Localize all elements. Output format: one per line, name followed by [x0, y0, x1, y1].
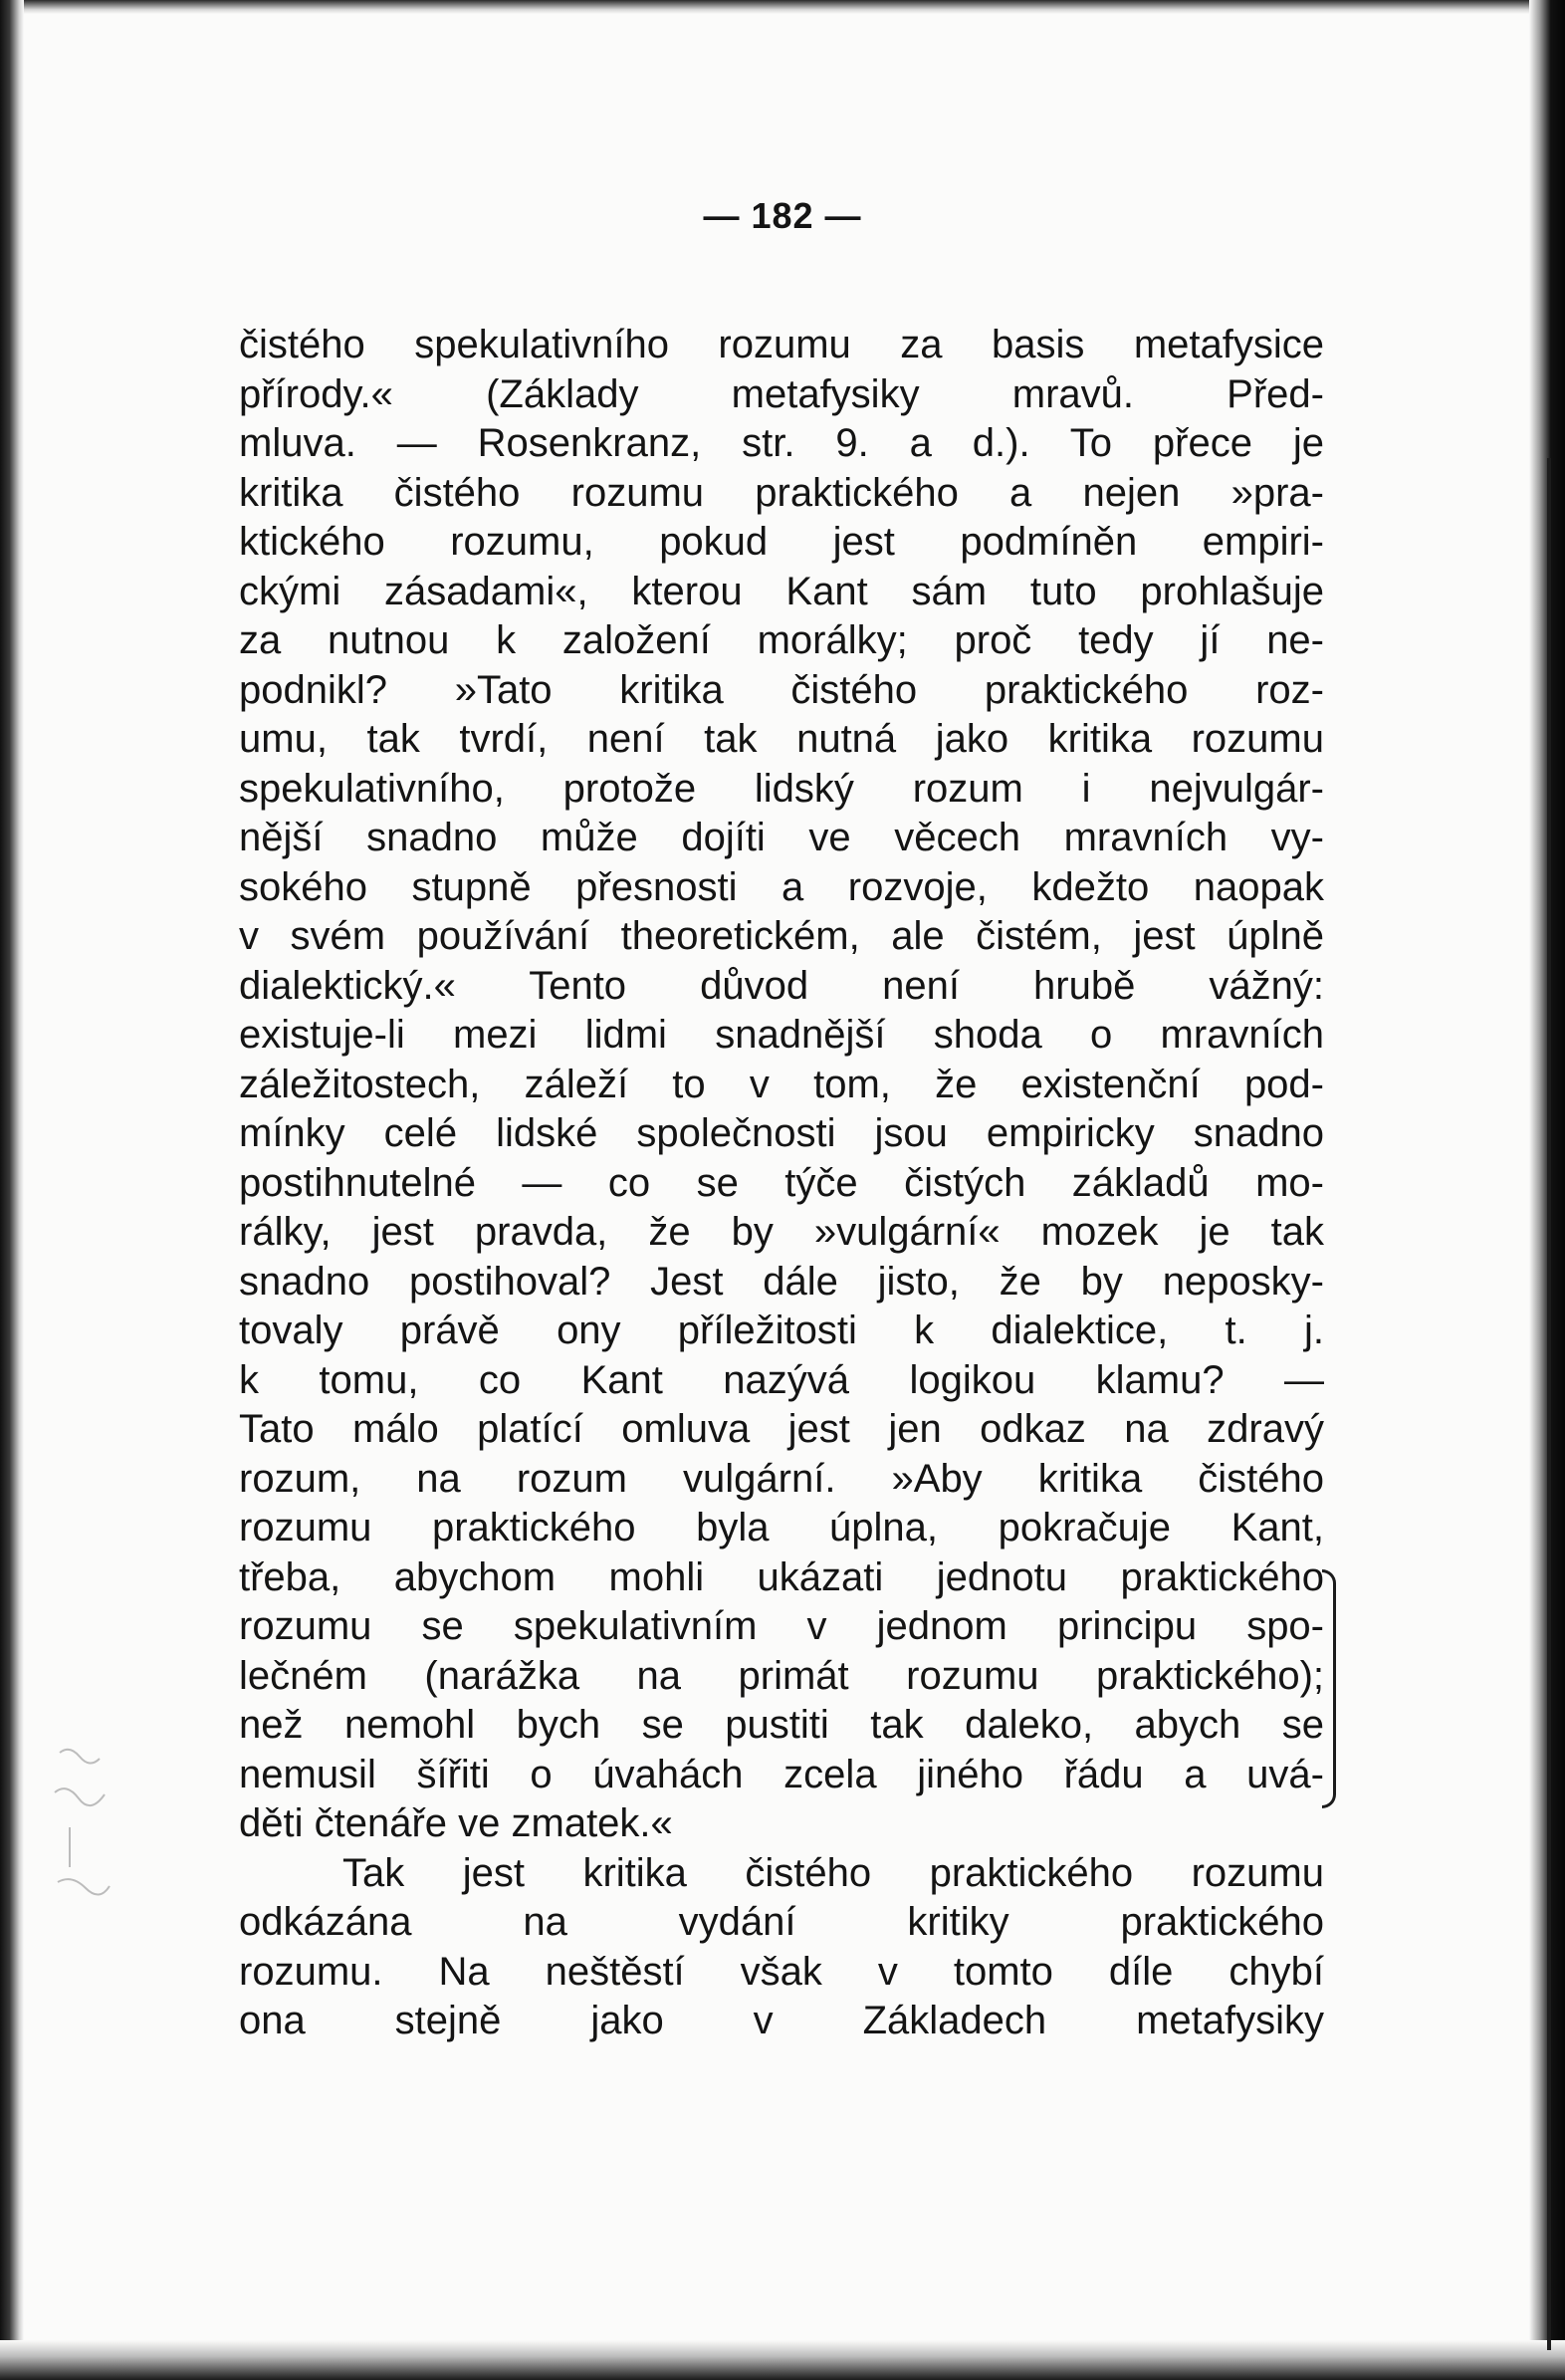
- text-line: k tomu, co Kant nazývá logikou klamu? —: [239, 1357, 1324, 1402]
- text-line: kritika čistého rozumu praktického a nejen »pra-: [239, 470, 1324, 515]
- text-line: sokého stupně přesnosti a rozvoje, kdežto naopak: [239, 864, 1324, 909]
- text-line: v svém používání theoretickém, ale čistém, jest úplně: [239, 914, 1324, 958]
- text-line: Tato málo platící omluva jest jen odkaz na zdravý: [239, 1407, 1324, 1451]
- text-line: ktického rozumu, pokud jest podmíněn empiri-: [239, 520, 1324, 564]
- page-edge-top: [0, 0, 1565, 14]
- text-line: nemusil šířiti o úvahách zcela jiného řádu a uvá-: [239, 1752, 1324, 1796]
- text-line: ona stejně jako v Základech metafysiky: [239, 1999, 1324, 2042]
- text-line: existuje-li mezi lidmi snadnější shoda o mravních: [239, 1013, 1324, 1057]
- text-line: nější snadno může dojíti ve věcech mravních vy-: [239, 816, 1324, 859]
- text-line: podnikl? »Tato kritika čistého praktického roz-: [239, 667, 1324, 712]
- margin-bracket-mark: [1322, 1569, 1336, 1808]
- text-line: odkázána na vydání kritiky praktického: [239, 1900, 1324, 1944]
- text-line: než nemohl bych se pustiti tak daleko, abych se: [239, 1703, 1324, 1747]
- text-line: rozumu se spekulativním v jednom principu spo-: [239, 1604, 1324, 1648]
- text-line: Tak jest kritika čistého praktického rozumu: [342, 1850, 1324, 1895]
- text-line: mluva. — Rosenkranz, str. 9. a d.). To přece je: [239, 421, 1324, 465]
- text-line: tovaly právě ony příležitosti k dialektice, t. j.: [239, 1309, 1324, 1352]
- text-line: snadno postihoval? Jest dále jisto, že by neposky-: [239, 1259, 1324, 1304]
- pencil-marginalia: [40, 1733, 179, 1922]
- body-text: [239, 321, 1324, 2046]
- text-line: lečném (narážka na primát rozumu praktického);: [239, 1653, 1324, 1698]
- text-line: čistého spekulativního rozumu za basis metafysice: [239, 323, 1324, 366]
- text-line: záležitostech, záleží to v tom, že existenční pod-: [239, 1062, 1324, 1106]
- page-edge-left: [0, 0, 24, 2380]
- text-line: rozumu praktického byla úplna, pokračuje Kant,: [239, 1506, 1324, 1549]
- text-line: přírody.« (Základy metafysiky mravů. Před-: [239, 371, 1324, 416]
- text-line: rozum, na rozum vulgární. »Aby kritika čistého: [239, 1456, 1324, 1501]
- text-line: třeba, abychom mohli ukázati jednotu praktického: [239, 1554, 1324, 1599]
- text-line: děti čtenáře ve zmatek.«: [239, 1801, 673, 1845]
- text-line: rálky, jest pravda, že by »vulgární« mozek je tak: [239, 1210, 1324, 1254]
- text-line: mínky celé lidské společnosti jsou empiricky snadno: [239, 1111, 1324, 1155]
- text-line: umu, tak tvrdí, není tak nutná jako kritika rozumu: [239, 717, 1324, 761]
- text-line: spekulativního, protože lidský rozum i nejvulgár-: [239, 766, 1324, 811]
- page-number: — 182 —: [703, 195, 862, 236]
- text-line: postihnutelné — co se týče čistých základů mo-: [239, 1160, 1324, 1205]
- text-line: za nutnou k založení morálky; proč tedy jí ne-: [239, 618, 1324, 662]
- text-line: dialektický.« Tento důvod není hrubě vážný:: [239, 963, 1324, 1008]
- margin-rule: [1547, 458, 1551, 2350]
- text-line: ckými zásadami«, kterou Kant sám tuto prohlašuje: [239, 569, 1324, 613]
- page-edge-bottom: [0, 2340, 1565, 2380]
- text-line: rozumu. Na neštěstí však v tomto díle chybí: [239, 1949, 1324, 1994]
